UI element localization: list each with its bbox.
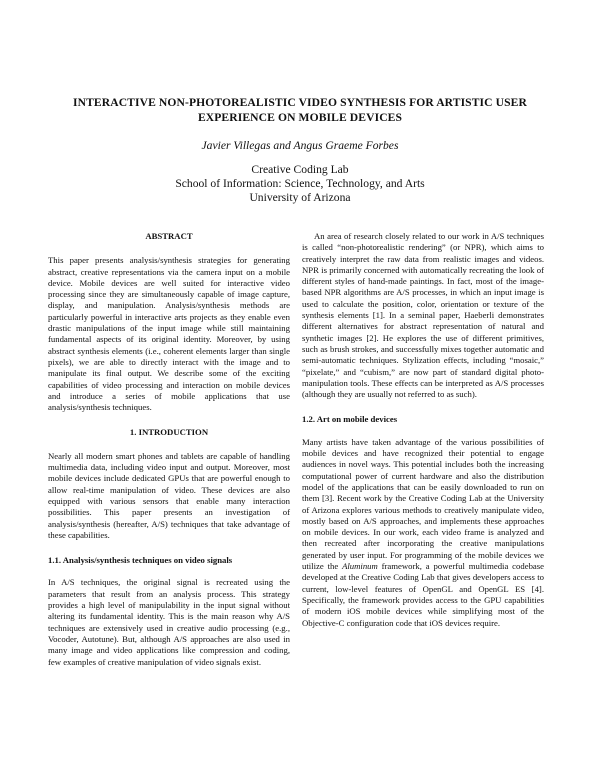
affiliation-lab: Creative Coding Lab bbox=[251, 163, 349, 176]
abstract-heading: ABSTRACT bbox=[145, 231, 193, 241]
mobile-art-paragraph bbox=[302, 437, 544, 629]
title-line-1: INTERACTIVE NON-PHOTOREALISTIC VIDEO SYNTHESIS FOR ARTISTIC USER bbox=[73, 96, 527, 109]
title-line-2: EXPERIENCE ON MOBILE DEVICES bbox=[197, 111, 403, 124]
mobile-art-text-after: framework, a powerful multimedia codebase developed at the Creative Coding Lab that gives developers access to current, low-level features of OpenGL and OpenGL ES [4]. Specifically, the framework provides access to the GPU capabilities of modern iOS mobile devices while simplifying most of the Objective-C configuration code that iOS devices require. bbox=[302, 561, 545, 628]
subsection-1-1-heading: 1.1. Analysis/synthesis techniques on video signals bbox=[48, 555, 233, 566]
authors: Javier Villegas and Angus Graeme Forbes bbox=[201, 139, 399, 152]
subsection-1-2-heading: 1.2. Art on mobile devices bbox=[302, 414, 398, 425]
affiliation-school: School of Information: Science, Technology, and Arts bbox=[175, 177, 425, 190]
introduction-text: Nearly all modern smart phones and tablets are capable of handling multimedia data, including video input and output. Moreover, most mobile devices include dedicated GPUs that are powerful enough to allow real-time manipulation of video. These devices are also equipped with various sensors that enable many interaction possibilities. This paper presents an investigation of analysis/synthesis (hereafter, A/S) techniques that take advantage of these capabilities. bbox=[48, 450, 290, 540]
npr-paragraph: An area of research closely related to our work in A/S techniques is called “non-photorealistic rendering” (or NPR), which aims to creatively interpret the raw data from realistic images and videos. NPR is primarily concerned with automatically recreating the look of different styles of hand-made paintings. In fact, most of the image-based NPR algorithms are A/S processes, in which an input image is used to calculate the position, color, orientation or texture of the synthesis elements [1]. In a seminal paper, Haeberli demonstrates different alternatives for abstract representation of natural and synthetic images [2]. He explores the use of different primitives, such as brush strokes, and successfully mixes together automatic and semi-automatic techniques. Stylization effects, including “mosaic,” “pixelate,” and “cubism,” are now part of standard digital photo-manipulation tools. These effects can be interpreted as A/S processes (although they are usually not referred to as such). bbox=[302, 231, 544, 400]
right-column bbox=[302, 231, 544, 629]
introduction-heading: 1. INTRODUCTION bbox=[129, 427, 209, 438]
paper-title bbox=[50, 95, 550, 125]
subsection-1-1-text: In A/S techniques, the original signal is recreated using the parameters that result from an analysis process. This strategy provides a high level of manipulability in the input signal without altering its fundamental identity. This is the main reason why A/S techniques are extensively used in creative audio processing (e.g., Vocoder, Autotune). But, although A/S approaches are also used in many image and video applications like compression and coding, few examples of creative manipulation of video signals exist. bbox=[48, 577, 290, 667]
affiliation-university: University of Arizona bbox=[249, 191, 351, 204]
aluminum-framework-name: Aluminum bbox=[342, 561, 378, 572]
abstract-text: This paper presents analysis/synthesis strategies for generating abstract, creative representations via the camera input on a mobile device. Mobile devices are well suited for interactive video processing since they are simultaneously capable of image capture, display, and manipulation. Analysis/synthesis methods are particularly powerful in interactive arts projects as they enable even drastic manipulations of the input image while still maintaining fundamental aspects of its original identity. Moreover, by using abstract synthesis elements (i.e., coherent elements larger than single pixels), we are able to directly interact with the image and to manipulate its final output. We describe some of the exciting capabilities of video processing and interaction on mobile devices and introduce a series of mobile applications that use analysis/synthesis techniques. bbox=[48, 255, 290, 413]
left-column bbox=[48, 231, 290, 668]
mobile-art-text-before: Many artists have taken advantage of the various possibilities of mobile devices and have recognized their potential to engage audiences in novel ways. This potential includes both the increasing computational power of current hardware and also the distribution model of the applications that can be easily downloaded to run on them [3]. Recent work by the Creative Coding Lab at the University of Arizona explores various methods to creatively manipulate video, mostly based on A/S approaches, and implements these approaches on mobile devices. In our work, each video frame is analyzed and then recreated after incorporating the creative manipulations generated by user input. For programming of the mobile devices we utilize the bbox=[302, 436, 544, 572]
affiliation bbox=[0, 163, 600, 205]
